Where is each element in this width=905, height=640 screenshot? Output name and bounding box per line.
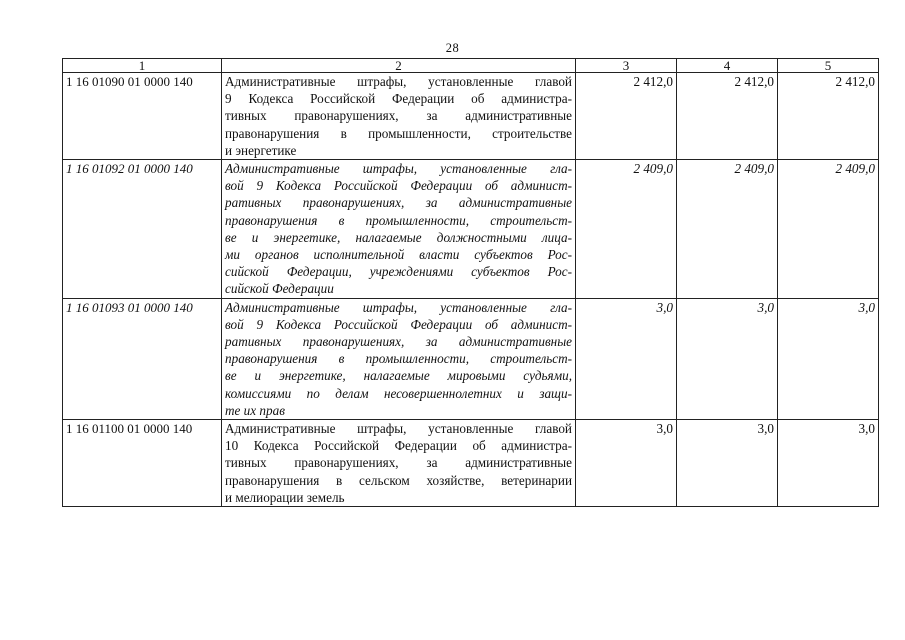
- description-line: и мелиорации земель: [225, 489, 345, 505]
- description-line: те их прав: [225, 402, 285, 418]
- budget-code: 1 16 01100 01 0000 140: [63, 420, 222, 507]
- table-row: [63, 298, 879, 419]
- description-line: вой 9 Кодекса Российской Федерации об админист-: [225, 178, 572, 194]
- amount-column-3: 3,0: [576, 420, 677, 507]
- amount-column-5: 2 412,0: [778, 73, 879, 160]
- amount-column-3: 2 409,0: [576, 160, 677, 299]
- description-line: правонарушения в промышленности, строительст-: [225, 351, 572, 367]
- page-number: 28: [445, 41, 460, 55]
- description-line: тивных правонарушениях, за административные: [225, 455, 572, 471]
- description-line: сийской Федерации, учреждениями субъектов Рос-: [225, 264, 572, 280]
- description-line: правонарушения в сельском хозяйстве, ветеринарии: [225, 472, 572, 488]
- amount-column-3: 2 412,0: [576, 73, 677, 160]
- description-line: ве и энергетике, налагаемые должностными лица-: [225, 229, 572, 245]
- table-row: [63, 73, 879, 160]
- description-line: Административные штрафы, установленные главой: [225, 421, 572, 437]
- description-line: ми органов исполнительной власти субъектов Рос-: [225, 247, 572, 263]
- budget-code: 1 16 01093 01 0000 140: [63, 298, 222, 419]
- description-line: 10 Кодекса Российской Федерации об администра-: [225, 438, 572, 454]
- column-header-2: 2: [222, 59, 576, 73]
- description-line: комиссиями по делам несовершеннолетних и защи-: [225, 385, 572, 401]
- description-line: Административные штрафы, установленные главой: [225, 74, 572, 89]
- budget-table: [62, 58, 879, 507]
- description-line: правонарушения в промышленности, строительстве: [225, 125, 572, 141]
- description-line: сийской Федерации: [225, 281, 334, 297]
- revenue-description: [222, 73, 576, 160]
- amount-column-5: 3,0: [778, 298, 879, 419]
- amount-column-3: 3,0: [576, 298, 677, 419]
- table-row: [63, 420, 879, 507]
- description-line: и энергетике: [225, 142, 297, 158]
- column-header-3: 3: [576, 59, 677, 73]
- budget-code: 1 16 01090 01 0000 140: [63, 73, 222, 160]
- amount-column-4: 3,0: [677, 298, 778, 419]
- amount-column-4: 2 409,0: [677, 160, 778, 299]
- table-row: [63, 160, 879, 299]
- description-line: 9 Кодекса Российской Федерации об администра-: [225, 91, 572, 107]
- revenue-description: [222, 298, 576, 419]
- description-line: ративных правонарушениях, за административные: [225, 334, 572, 350]
- amount-column-5: 2 409,0: [778, 160, 879, 299]
- description-line: Административные штрафы, установленные гла-: [225, 299, 572, 315]
- description-line: тивных правонарушениях, за административные: [225, 108, 572, 124]
- column-header-5: 5: [778, 59, 879, 73]
- amount-column-4: 2 412,0: [677, 73, 778, 160]
- column-header-4: 4: [677, 59, 778, 73]
- revenue-description: [222, 420, 576, 507]
- column-header-1: 1: [63, 59, 222, 73]
- amount-column-4: 3,0: [677, 420, 778, 507]
- amount-column-5: 3,0: [778, 420, 879, 507]
- table-header-row: [63, 59, 879, 73]
- description-line: правонарушения в промышленности, строительст-: [225, 212, 572, 228]
- description-line: вой 9 Кодекса Российской Федерации об админист-: [225, 316, 572, 332]
- description-line: Административные штрафы, установленные гла-: [225, 161, 572, 177]
- description-line: ративных правонарушениях, за административные: [225, 195, 572, 211]
- description-line: ве и энергетике, налагаемые мировыми судьями,: [225, 368, 572, 384]
- budget-code: 1 16 01092 01 0000 140: [63, 160, 222, 299]
- revenue-description: [222, 160, 576, 299]
